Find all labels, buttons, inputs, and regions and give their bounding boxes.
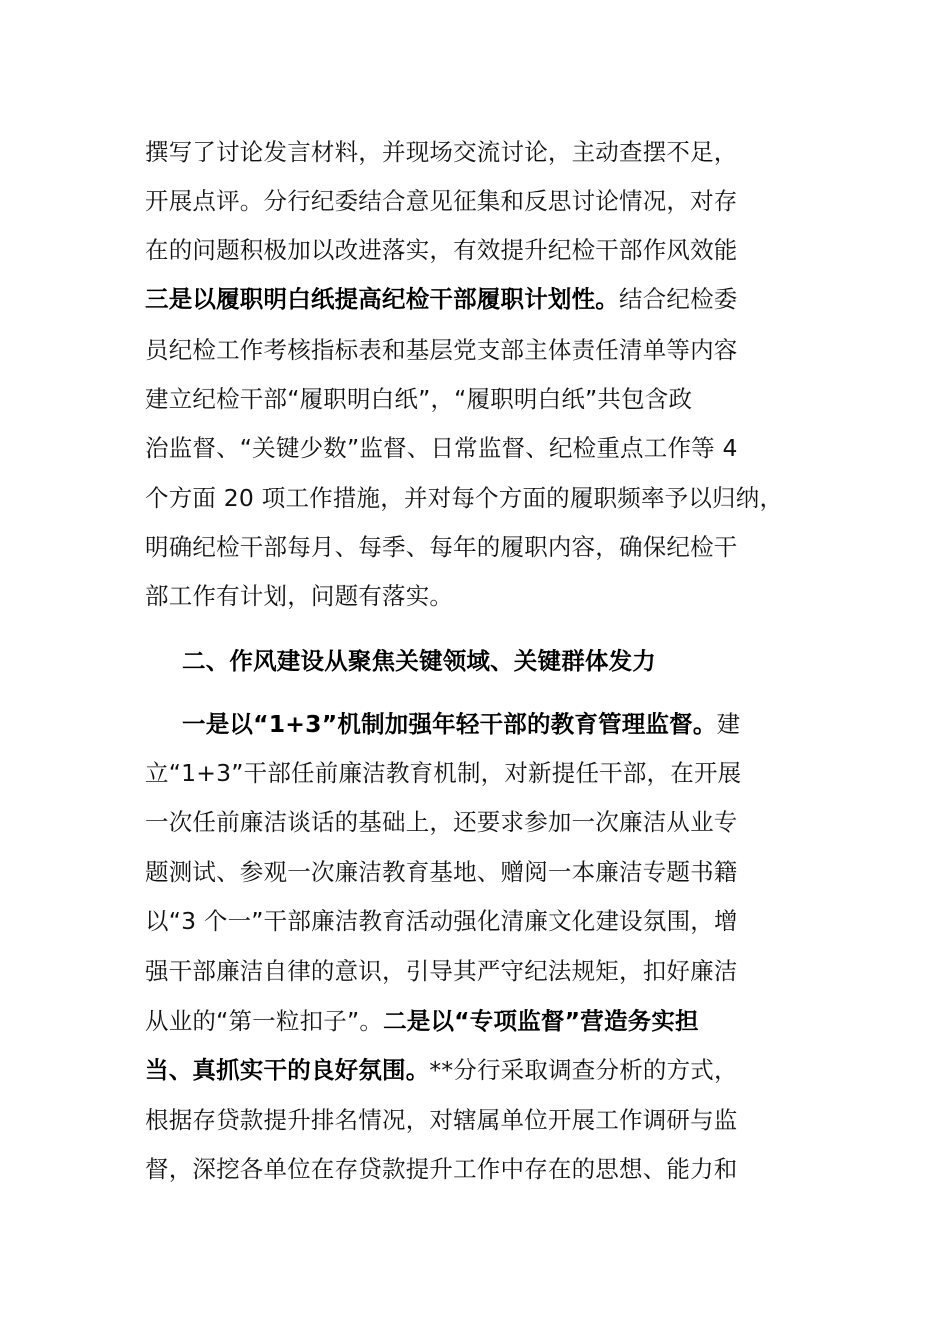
text-segment: 强干部廉洁自律的意识，引导其严守纪法规矩，扣好廉洁 xyxy=(145,957,738,985)
text-segment: 治监督、“关键少数”监督、日常监督、纪检重点工作等 4 xyxy=(145,434,738,462)
text-line xyxy=(145,230,825,270)
text-line xyxy=(145,1149,825,1189)
text-line xyxy=(145,428,825,468)
text-segment: 个方面 20 项工作措施，并对每个方面的履职频率予以归纳， xyxy=(145,484,784,512)
text-line xyxy=(145,132,825,172)
text-line xyxy=(145,901,825,941)
text-segment: 建立纪检干部“履职明白纸”，“履职明白纸”共包含政 xyxy=(145,385,693,413)
text-segment: 以“3 个一”干部廉洁教育活动强化清廉文化建设氛围，增 xyxy=(145,907,738,935)
bold-segment: 当、真抓实干的良好氛围。 xyxy=(145,1056,430,1084)
text-segment: 根据存贷款提升排名情况，对辖属单位开展工作调研与监 xyxy=(145,1106,738,1134)
text-line xyxy=(145,802,825,842)
text-line xyxy=(145,1100,825,1140)
text-line xyxy=(145,527,825,567)
text-segment: 撰写了讨论发言材料，并现场交流讨论，主动查摆不足， xyxy=(145,138,738,166)
text-line xyxy=(145,330,825,370)
text-segment: 督，深挖各单位在存贷款提升工作中存在的思想、能力和 xyxy=(145,1155,738,1183)
text-segment: 建 xyxy=(716,710,741,738)
section-heading xyxy=(182,641,822,681)
text-segment: 在的问题积极加以改进落实，有效提升纪检干部作风效能 xyxy=(145,236,738,264)
text-segment: 开展点评。分行纪委结合意见征集和反思讨论情况，对存 xyxy=(145,187,738,215)
text-segment: 立“1+3”干部任前廉洁教育机制，对新提任干部，在开展 xyxy=(145,759,742,787)
text-line xyxy=(145,951,825,991)
text-line xyxy=(182,704,822,744)
text-segment: 部工作有计划，问题有落实。 xyxy=(145,582,454,610)
bold-segment: 二是以“专项监督”营造务实担 xyxy=(383,1007,699,1035)
text-segment: 结合纪检委 xyxy=(619,285,738,313)
text-line xyxy=(145,181,825,221)
heading-text: 二、作风建设从聚焦关键领域、关键群体发力 xyxy=(182,647,656,675)
text-segment: 一次任前廉洁谈话的基础上，还要求参加一次廉洁从业专 xyxy=(145,808,738,836)
text-line xyxy=(145,576,825,616)
bold-segment: 三是以履职明白纸提高纪检干部履职计划性。 xyxy=(145,285,619,313)
text-segment: 员纪检工作考核指标表和基层党支部主体责任清单等内容 xyxy=(145,336,738,364)
text-segment: **分行采取调查分析的方式， xyxy=(429,1056,738,1084)
text-line xyxy=(145,279,825,319)
bold-segment: 一是以“1+3”机制加强年轻干部的教育管理监督。 xyxy=(182,710,717,738)
text-line xyxy=(145,1050,825,1090)
text-line xyxy=(145,1001,825,1041)
text-segment: 明确纪检干部每月、每季、每年的履职内容，确保纪检干 xyxy=(145,533,738,561)
text-segment: 从业的“第一粒扣子”。 xyxy=(145,1007,384,1035)
text-line xyxy=(145,753,825,793)
text-line xyxy=(145,852,825,892)
text-line xyxy=(145,379,825,419)
text-line xyxy=(145,478,825,518)
text-segment: 题测试、参观一次廉洁教育基地、赠阅一本廉洁专题书籍 xyxy=(145,858,738,886)
